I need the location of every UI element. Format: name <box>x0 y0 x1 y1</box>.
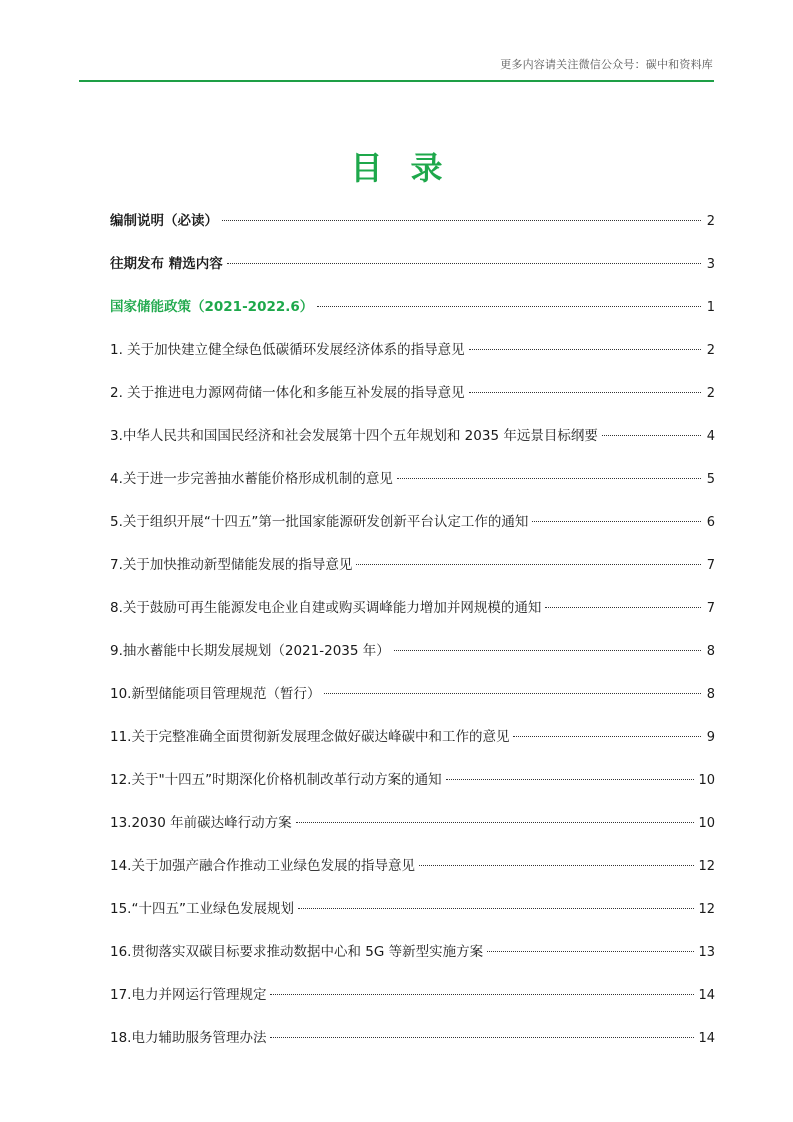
toc-entry[interactable] <box>110 888 715 931</box>
toc-entry[interactable] <box>110 415 715 458</box>
toc-entry-page: 1 <box>706 300 715 315</box>
toc-entry[interactable] <box>110 200 715 243</box>
toc-entry-page: 2 <box>706 214 715 229</box>
dot-leader <box>446 779 695 780</box>
toc-entry-page: 14 <box>698 1031 715 1046</box>
toc-entry-page: 14 <box>698 988 715 1003</box>
toc-entry[interactable] <box>110 372 715 415</box>
dot-leader <box>545 607 701 608</box>
toc-entry-page: 2 <box>706 343 715 358</box>
dot-leader <box>324 693 701 694</box>
toc-entry-label: 10.新型储能项目管理规范（暂行） <box>110 686 321 702</box>
dot-leader <box>513 736 701 737</box>
toc-entry[interactable] <box>110 845 715 888</box>
toc-entry-page: 3 <box>706 257 715 272</box>
dot-leader <box>419 865 694 866</box>
toc-entry[interactable] <box>110 716 715 759</box>
dot-leader <box>602 435 701 436</box>
toc-entry-label: 8.关于鼓励可再生能源发电企业自建或购买调峰能力增加并网规模的通知 <box>110 600 542 616</box>
dot-leader <box>469 392 701 393</box>
toc-entry-page: 12 <box>698 859 715 874</box>
dot-leader <box>298 908 694 909</box>
toc-entry[interactable] <box>110 673 715 716</box>
dot-leader <box>270 1037 694 1038</box>
toc-entry-page: 13 <box>698 945 715 960</box>
dot-leader <box>397 478 701 479</box>
toc-entry[interactable] <box>110 587 715 630</box>
toc-entry-page: 9 <box>706 730 715 745</box>
toc-entry-label: 14.关于加强产融合作推动工业绿色发展的指导意见 <box>110 858 415 874</box>
toc-entry-label: 13.2030 年前碳达峰行动方案 <box>110 815 292 831</box>
header-divider <box>79 80 714 82</box>
toc-entry[interactable] <box>110 802 715 845</box>
table-of-contents <box>110 200 715 1060</box>
toc-entry-page: 4 <box>706 429 715 444</box>
dot-leader <box>469 349 701 350</box>
toc-entry[interactable] <box>110 1017 715 1060</box>
toc-entry[interactable] <box>110 759 715 802</box>
toc-entry[interactable] <box>110 458 715 501</box>
toc-entry[interactable] <box>110 544 715 587</box>
toc-entry-page: 12 <box>698 902 715 917</box>
toc-entry-page: 10 <box>698 773 715 788</box>
toc-entry[interactable] <box>110 329 715 372</box>
toc-entry-label: 4.关于进一步完善抽水蓄能价格形成机制的意见 <box>110 471 393 487</box>
toc-entry[interactable] <box>110 974 715 1017</box>
dot-leader <box>487 951 694 952</box>
toc-entry-label: 2. 关于推进电力源网荷储一体化和多能互补发展的指导意见 <box>110 385 465 401</box>
toc-entry-page: 2 <box>706 386 715 401</box>
toc-entry-label: 编制说明（必读） <box>110 213 218 229</box>
dot-leader <box>394 650 701 651</box>
toc-entry-label: 1. 关于加快建立健全绿色低碳循环发展经济体系的指导意见 <box>110 342 465 358</box>
toc-entry-label: 往期发布 精选内容 <box>110 256 223 272</box>
toc-entry-label: 12.关于"十四五”时期深化价格机制改革行动方案的通知 <box>110 772 442 788</box>
toc-entry-page: 8 <box>706 644 715 659</box>
toc-entry-page: 7 <box>706 601 715 616</box>
dot-leader <box>270 994 694 995</box>
toc-entry-label: 5.关于组织开展“十四五”第一批国家能源研发创新平台认定工作的通知 <box>110 514 529 530</box>
toc-entry[interactable] <box>110 931 715 974</box>
toc-entry-label: 3.中华人民共和国国民经济和社会发展第十四个五年规划和 2035 年远景目标纲要 <box>110 428 598 444</box>
dot-leader <box>227 263 701 264</box>
toc-entry-label: 11.关于完整准确全面贯彻新发展理念做好碳达峰碳中和工作的意见 <box>110 729 510 745</box>
toc-entry[interactable] <box>110 630 715 673</box>
toc-entry-label: 9.抽水蓄能中长期发展规划（2021-2035 年） <box>110 643 390 659</box>
toc-entry-label: 7.关于加快推动新型储能发展的指导意见 <box>110 557 353 573</box>
page-title: 目录 <box>350 149 471 187</box>
dot-leader <box>532 521 701 522</box>
dot-leader <box>222 220 701 221</box>
toc-entry[interactable] <box>110 501 715 544</box>
toc-entry-page: 7 <box>706 558 715 573</box>
toc-entry-label: 17.电力并网运行管理规定 <box>110 987 267 1003</box>
toc-entry-page: 5 <box>706 472 715 487</box>
dot-leader <box>296 822 695 823</box>
toc-entry[interactable] <box>110 243 715 286</box>
toc-entry-label: 18.电力辅助服务管理办法 <box>110 1030 267 1046</box>
dot-leader <box>317 306 701 307</box>
toc-entry-label: 国家储能政策（2021-2022.6） <box>110 299 314 315</box>
toc-entry-label: 15.“十四五”工业绿色发展规划 <box>110 901 294 917</box>
toc-entry-label: 16.贯彻落实双碳目标要求推动数据中心和 5G 等新型实施方案 <box>110 944 484 960</box>
dot-leader <box>356 564 701 565</box>
toc-entry[interactable] <box>110 286 715 329</box>
toc-entry-page: 8 <box>706 687 715 702</box>
header-note: 更多内容请关注微信公众号：碳中和资料库 <box>500 58 713 71</box>
toc-entry-page: 6 <box>706 515 715 530</box>
toc-entry-page: 10 <box>698 816 715 831</box>
